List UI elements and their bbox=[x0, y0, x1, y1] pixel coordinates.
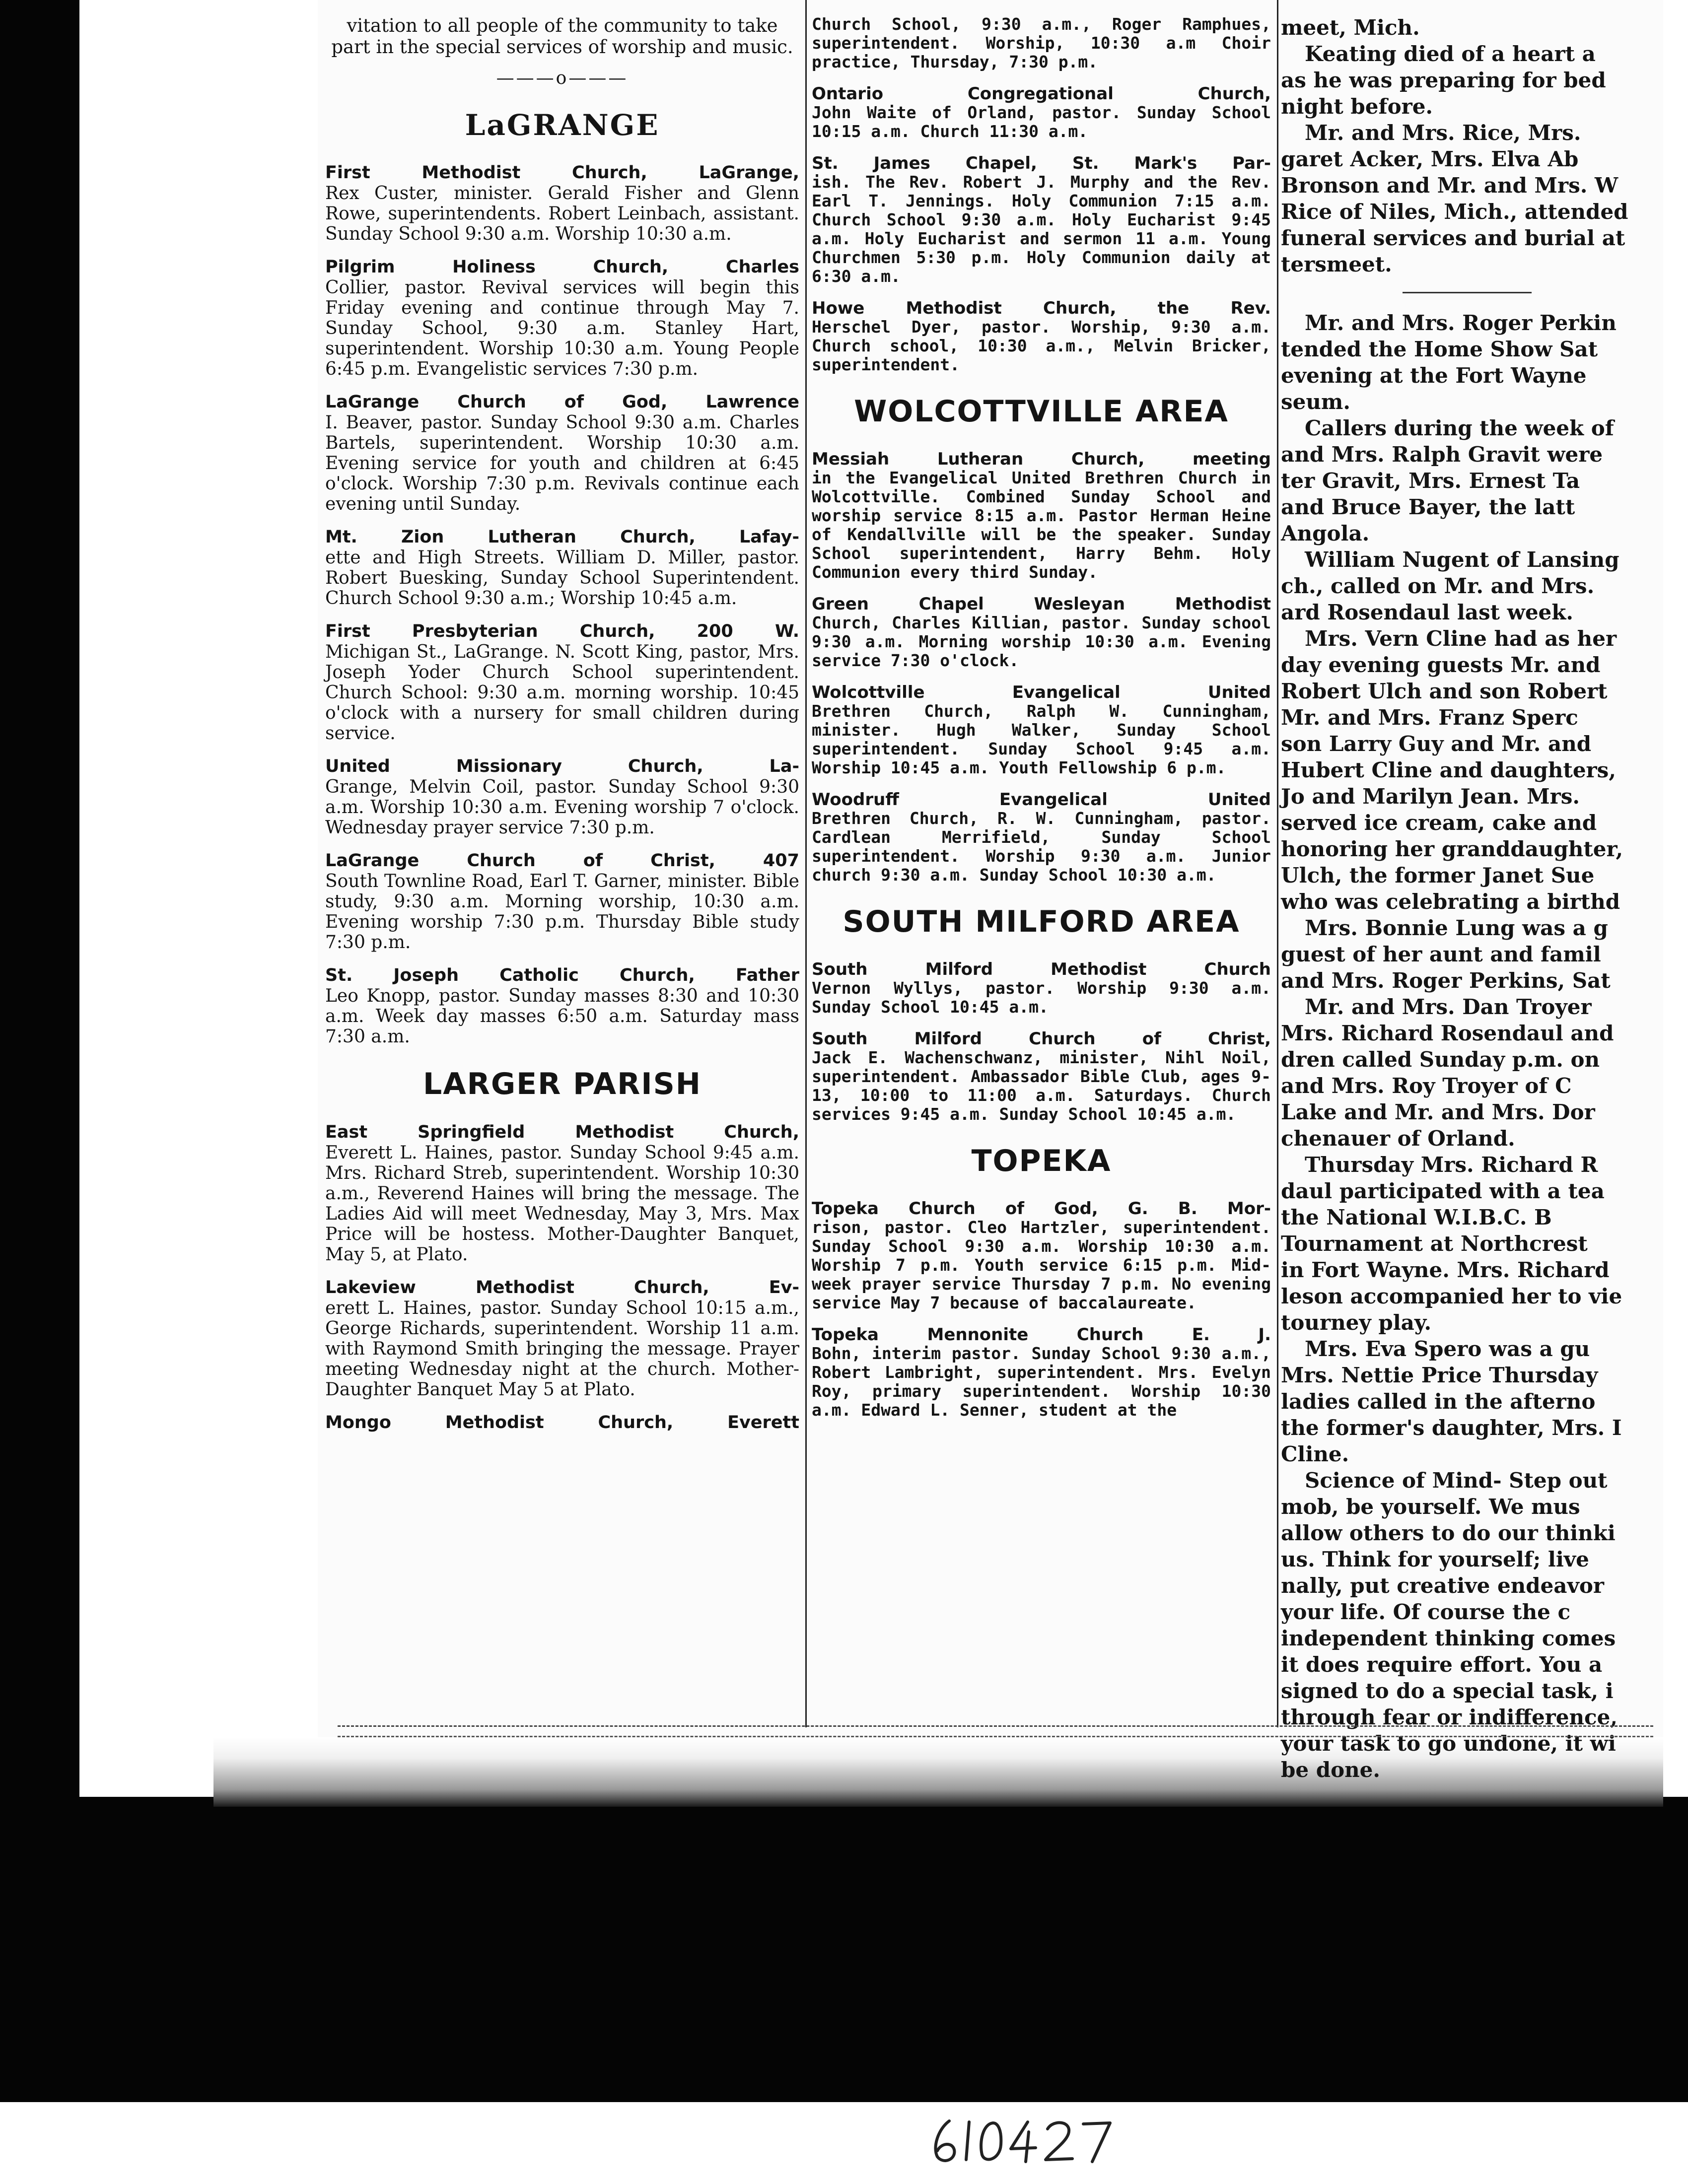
church-details: Brethren Church, R. W. Cunningham, pastor. Cardlean Merrifield, Sunday School superintendent. Worship 9:30 a.m. Junior church 9:30 a.m. Sunday School 10:30 a.m. bbox=[812, 809, 1271, 885]
church-entry bbox=[812, 1029, 1271, 1124]
text-line: ter Gravit, Mrs. Ernest Ta bbox=[1281, 469, 1580, 493]
church-details: Vernon Wyllys, pastor. Worship 9:30 a.m. Sunday School 10:45 a.m. bbox=[812, 978, 1271, 1017]
church-details: erett L. Haines, pastor. Sunday School 10:15 a.m., George Richards, superintendent. Worship 11 a.m. with Raymond Smith bringing the message. Prayer meeting Wednesday night at the church. Mother-Daughter Banquet May 5 at Plato. bbox=[325, 1298, 799, 1400]
church-entry-fragment: Church School, 9:30 a.m., Roger Ramphues, superintendent. Worship, 10:30 a.m Choir practice, Thursday, 7:30 p.m. bbox=[812, 14, 1271, 71]
handwritten-archive-number bbox=[923, 2112, 1132, 2167]
text-line: Ulch, the former Janet Sue bbox=[1281, 863, 1595, 887]
text-line: Rice of Niles, Mich., attended bbox=[1281, 200, 1628, 224]
church-entry bbox=[812, 299, 1271, 374]
church-entry bbox=[325, 392, 799, 514]
church-details: Bohn, interim pastor. Sunday School 9:30 a.m., Robert Lambright, superintendent. Mrs. Evelyn Roy, primary superintendent. Worship 10:30 a.m. Edward L. Senner, student at the bbox=[812, 1344, 1271, 1420]
church-details: in the Evangelical United Brethren Church in Wolcottville. Combined Sunday School and worship service 8:15 a.m. Pastor Herman Heine of Kendallville will be the speaker. Sunday School superintendent, Harry Behm. Holy Communion every third Sunday. bbox=[812, 468, 1271, 582]
text-line: ard Rosendaul last week. bbox=[1281, 600, 1574, 624]
church-details: Collier, pastor. Revival services will begin this Friday evening and continue through May 7. Sunday School, 9:30 a.m. Stanley Hart, superintendent. Worship 10:30 a.m. Young People 6:45 p.m. Evangelistic services 7:30 p.m. bbox=[325, 277, 799, 379]
section-divider: ———o——— bbox=[496, 68, 629, 88]
text-line: night before. bbox=[1281, 94, 1433, 119]
church-details: Grange, Melvin Coil, pastor. Sunday School 9:30 a.m. Worship 10:30 a.m. Evening worship 7 o'clock. Wednesday prayer service 7:30 p.m. bbox=[325, 777, 799, 838]
text-line: Mr. and Mrs. Dan Troyer bbox=[1305, 995, 1592, 1019]
text-line: allow others to do our thinki bbox=[1281, 1521, 1616, 1545]
text-line: through fear or indifference, bbox=[1281, 1705, 1618, 1729]
church-name: Topeka Church of God, G. B. Mor- bbox=[812, 1199, 1271, 1219]
column-3 bbox=[1281, 15, 1653, 1782]
church-details: Michigan St., LaGrange. N. Scott King, pastor, Mrs. Joseph Yoder Church School superintendent. Church School: 9:30 a.m. morning worship. 10:45 o'clock with a nursery for small children during service. bbox=[325, 642, 799, 744]
text-line: tended the Home Show Sat bbox=[1281, 337, 1598, 361]
church-details: Rex Custer, minister. Gerald Fisher and Glenn Rowe, superintendents. Robert Leinbach, assistant. Sunday School 9:30 a.m. Worship 10:30 a.m. bbox=[325, 183, 799, 244]
church-details: John Waite of Orland, pastor. Sunday School 10:15 a.m. Church 11:30 a.m. bbox=[812, 103, 1271, 141]
text-line: Jo and Marilyn Jean. Mrs. bbox=[1281, 784, 1580, 809]
text-line: and Mrs. Roger Perkins, Sat bbox=[1281, 968, 1611, 993]
church-name: South Milford Church of Christ, bbox=[812, 1029, 1271, 1049]
church-details: Leo Knopp, pastor. Sunday masses 8:30 and 10:30 a.m. Week day masses 6:50 a.m. Saturday mass 7:30 a.m. bbox=[325, 986, 799, 1047]
church-details: I. Beaver, pastor. Sunday School 9:30 a.m. Charles Bartels, superintendent. Worship 10:30 a.m. Evening service for youth and children at 6:45 o'clock. Worship 7:30 p.m. Revivals continue each evening until Sunday. bbox=[325, 412, 799, 514]
text-line: dren called Sunday p.m. on bbox=[1281, 1047, 1600, 1072]
church-entry bbox=[812, 595, 1271, 670]
text-line: son Larry Guy and Mr. and bbox=[1281, 732, 1592, 756]
church-entry bbox=[812, 84, 1271, 141]
church-entry bbox=[325, 163, 799, 244]
church-entry bbox=[325, 965, 799, 1047]
intro-text: vitation to all people of the community to take part in the special services of worship and music. bbox=[331, 15, 793, 58]
church-name: LaGrange Church of God, Lawrence bbox=[325, 392, 799, 412]
text-line: ch., called on Mr. and Mrs. bbox=[1281, 574, 1595, 598]
text-line: Mrs. Nettie Price Thursday bbox=[1281, 1363, 1598, 1387]
church-details: Brethren Church, Ralph W. Cunningham, minister. Hugh Walker, Sunday School superintendent. Sunday School 9:45 a.m. Worship 10:45 a.m. Youth Fellowship 6 p.m. bbox=[812, 701, 1271, 777]
text-line: tersmeet. bbox=[1281, 252, 1392, 276]
text-line: chenauer of Orland. bbox=[1281, 1126, 1515, 1151]
church-name: First Presbyterian Church, 200 W. bbox=[325, 621, 799, 641]
scan-bottom-edge bbox=[79, 1797, 1688, 2102]
text-line: be done. bbox=[1281, 1758, 1380, 1782]
text-line: Mr. and Mrs. Rice, Mrs. bbox=[1305, 121, 1581, 145]
text-line: Cline. bbox=[1281, 1442, 1349, 1466]
church-entry bbox=[325, 1278, 799, 1400]
text-line: tourney play. bbox=[1281, 1310, 1432, 1335]
heading-topeka: TOPEKA bbox=[971, 1144, 1112, 1178]
church-details: Herschel Dyer, pastor. Worship, 9:30 a.m. Church school, 10:30 a.m., Melvin Bricker, superintendent. bbox=[812, 317, 1271, 374]
text-line: Keating died of a heart a bbox=[1305, 42, 1596, 66]
church-details: Everett L. Haines, pastor. Sunday School 9:45 a.m. Mrs. Richard Streb, superintendent. Worship 10:30 a.m., Reverend Haines will bring the message. The Ladies Aid will meet Wednesday, May 3, Mrs. Max Price will be hostess. Mother-Daughter Banquet, May 5, at Plato. bbox=[325, 1143, 799, 1265]
text-line: nally, put creative endeavor bbox=[1281, 1573, 1605, 1598]
text-line: mob, be yourself. We mus bbox=[1281, 1495, 1580, 1519]
church-entry bbox=[812, 1199, 1271, 1312]
text-line: the National W.I.B.C. B bbox=[1281, 1205, 1552, 1229]
church-name: Ontario Congregational Church, bbox=[812, 84, 1271, 104]
text-line: seum. bbox=[1281, 390, 1350, 414]
text-line: funeral services and burial at bbox=[1281, 226, 1625, 250]
text-line: the former's daughter, Mrs. I bbox=[1281, 1416, 1622, 1440]
column-1 bbox=[325, 15, 799, 1722]
church-entry bbox=[812, 1325, 1271, 1420]
text-line: leson accompanied her to vie bbox=[1281, 1284, 1622, 1308]
text-line: Mrs. Eva Spero was a gu bbox=[1305, 1337, 1590, 1361]
text-line: guest of her aunt and famil bbox=[1281, 942, 1601, 966]
column-rule-1 bbox=[805, 0, 807, 1727]
heading-wolcottville-area: WOLCOTTVILLE AREA bbox=[854, 394, 1229, 429]
church-name: St. Joseph Catholic Church, Father bbox=[325, 965, 799, 985]
church-entry bbox=[325, 851, 799, 953]
text-line: Bronson and Mr. and Mrs. W bbox=[1281, 173, 1618, 198]
church-name: Wolcottville Evangelical United bbox=[812, 682, 1271, 702]
church-entry bbox=[325, 621, 799, 744]
church-entry bbox=[325, 756, 799, 838]
text-line: evening at the Fort Wayne bbox=[1281, 363, 1587, 388]
church-entry bbox=[812, 960, 1271, 1017]
church-entry bbox=[812, 790, 1271, 885]
news-items-social bbox=[1281, 310, 1653, 1782]
text-line: signed to do a special task, i bbox=[1281, 1679, 1614, 1703]
text-line: Mrs. Bonnie Lung was a g bbox=[1305, 916, 1608, 940]
item-separator bbox=[1403, 292, 1532, 293]
church-name: Howe Methodist Church, the Rev. bbox=[812, 298, 1271, 318]
text-line: independent thinking comes bbox=[1281, 1626, 1616, 1650]
text-line: Angola. bbox=[1281, 521, 1370, 546]
text-line: Callers during the week of bbox=[1305, 416, 1614, 440]
text-line: honoring her granddaughter, bbox=[1281, 837, 1623, 861]
church-name: East Springfield Methodist Church, bbox=[325, 1122, 799, 1142]
church-name: Topeka Mennonite Church E. J. bbox=[812, 1325, 1271, 1345]
church-name: Green Chapel Wesleyan Methodist bbox=[812, 594, 1271, 614]
church-name: First Methodist Church, LaGrange, bbox=[325, 163, 799, 183]
text-line: meet, Mich. bbox=[1281, 15, 1420, 40]
heading-south-milford-area: SOUTH MILFORD AREA bbox=[843, 904, 1240, 939]
text-line: garet Acker, Mrs. Elva Ab bbox=[1281, 147, 1579, 171]
heading-larger-parish: LARGER PARISH bbox=[422, 1067, 702, 1101]
text-line: Lake and Mr. and Mrs. Dor bbox=[1281, 1100, 1595, 1124]
church-entry bbox=[325, 1413, 799, 1433]
church-entry bbox=[325, 257, 799, 379]
text-line: served ice cream, cake and bbox=[1281, 811, 1597, 835]
text-line: Mrs. Richard Rosendaul and bbox=[1281, 1021, 1614, 1045]
text-line: day evening guests Mr. and bbox=[1281, 653, 1601, 677]
church-details: Church, Charles Killian, pastor. Sunday school 9:30 a.m. Morning worship 10:30 a.m. Evening service 7:30 o'clock. bbox=[812, 613, 1271, 670]
text-line: Hubert Cline and daughters, bbox=[1281, 758, 1616, 782]
church-name: Lakeview Methodist Church, Ev- bbox=[325, 1278, 799, 1297]
column-rule-2 bbox=[1277, 0, 1278, 1727]
heading-lagrange: LaGRANGE bbox=[465, 108, 660, 142]
text-line: your task to go undone, it wi bbox=[1281, 1731, 1616, 1756]
news-item-keating bbox=[1281, 15, 1653, 277]
text-line: daul participated with a tea bbox=[1281, 1179, 1605, 1203]
church-details: rison, pastor. Cleo Hartzler, superintendent. Sunday School 9:30 a.m. Worship 10:30 a.m. Worship 7 p.m. Youth service 6:15 p.m. Mid-week prayer service Thursday 7 p.m. No evening service May 7 because of baccalaureate. bbox=[812, 1218, 1271, 1312]
church-name: Woodruff Evangelical United bbox=[812, 790, 1271, 810]
text-line: Mr. and Mrs. Roger Perkin bbox=[1305, 311, 1617, 335]
church-details: Jack E. Wachenschwanz, minister, Nihl Noil, superintendent. Ambassador Bible Club, ages 9-13, 10:00 to 11:00 a.m. Saturdays. Church services 9:45 a.m. Sunday School 10:45 a.m. bbox=[812, 1048, 1271, 1124]
text-line: as he was preparing for bed bbox=[1281, 68, 1606, 92]
text-line: and Mrs. Ralph Gravit were bbox=[1281, 442, 1603, 467]
text-line: and Mrs. Roy Troyer of C bbox=[1281, 1074, 1572, 1098]
column-2 bbox=[812, 15, 1271, 1722]
text-line: in Fort Wayne. Mrs. Richard bbox=[1281, 1258, 1610, 1282]
page-bottom-rules bbox=[338, 1725, 1653, 1737]
church-name: South Milford Methodist Church bbox=[812, 959, 1271, 979]
church-entry bbox=[812, 154, 1271, 286]
church-name: LaGrange Church of Christ, 407 bbox=[325, 851, 799, 871]
church-name: Messiah Lutheran Church, meeting bbox=[812, 449, 1271, 469]
text-line: us. Think for yourself; live bbox=[1281, 1547, 1589, 1571]
church-details: ette and High Streets. William D. Miller, pastor. Robert Buesking, Sunday School Superintendent. Church School 9:30 a.m.; Worship 10:45 a.m. bbox=[325, 547, 799, 609]
church-entry bbox=[812, 450, 1271, 582]
text-line: who was celebrating a birthd bbox=[1281, 889, 1620, 914]
church-name: Mongo Methodist Church, Everett bbox=[325, 1413, 799, 1433]
church-name: St. James Chapel, St. Mark's Par- bbox=[812, 153, 1271, 173]
text-line: William Nugent of Lansing bbox=[1305, 547, 1619, 572]
text-line: Mrs. Vern Cline had as her bbox=[1305, 626, 1617, 651]
church-entry bbox=[325, 527, 799, 609]
text-line: ladies called in the afterno bbox=[1281, 1389, 1596, 1414]
text-line: Robert Ulch and son Robert bbox=[1281, 679, 1608, 703]
text-line: and Bruce Bayer, the latt bbox=[1281, 495, 1575, 519]
church-details: ish. The Rev. Robert J. Murphy and the Rev. Earl T. Jennings. Holy Communion 7:15 a.m. Church School 9:30 a.m. Holy Eucharist 9:45 a.m. Holy Eucharist and sermon 11 a.m. Young Churchmen 5:30 p.m. Holy Communion daily at 6:30 a.m. bbox=[812, 172, 1271, 286]
text-line: Thursday Mrs. Richard R bbox=[1305, 1153, 1598, 1177]
church-name: Pilgrim Holiness Church, Charles bbox=[325, 257, 799, 277]
scan-left-edge bbox=[0, 0, 79, 2102]
text-line: it does require effort. You a bbox=[1281, 1652, 1603, 1677]
church-entry bbox=[812, 683, 1271, 777]
church-details: South Townline Road, Earl T. Garner, minister. Bible study, 9:30 a.m. Morning worship, 10:30 a.m. Evening worship 7:30 p.m. Thursday Bible study 7:30 p.m. bbox=[325, 871, 799, 953]
text-line: Tournament at Northcrest bbox=[1281, 1231, 1588, 1256]
text-line: Mr. and Mrs. Franz Sperc bbox=[1281, 705, 1578, 730]
text-line: your life. Of course the c bbox=[1281, 1600, 1571, 1624]
text-line: Science of Mind- Step out bbox=[1305, 1468, 1608, 1493]
church-name: United Missionary Church, La- bbox=[325, 756, 799, 776]
church-entry bbox=[325, 1122, 799, 1265]
church-name: Mt. Zion Lutheran Church, Lafay- bbox=[325, 527, 799, 547]
